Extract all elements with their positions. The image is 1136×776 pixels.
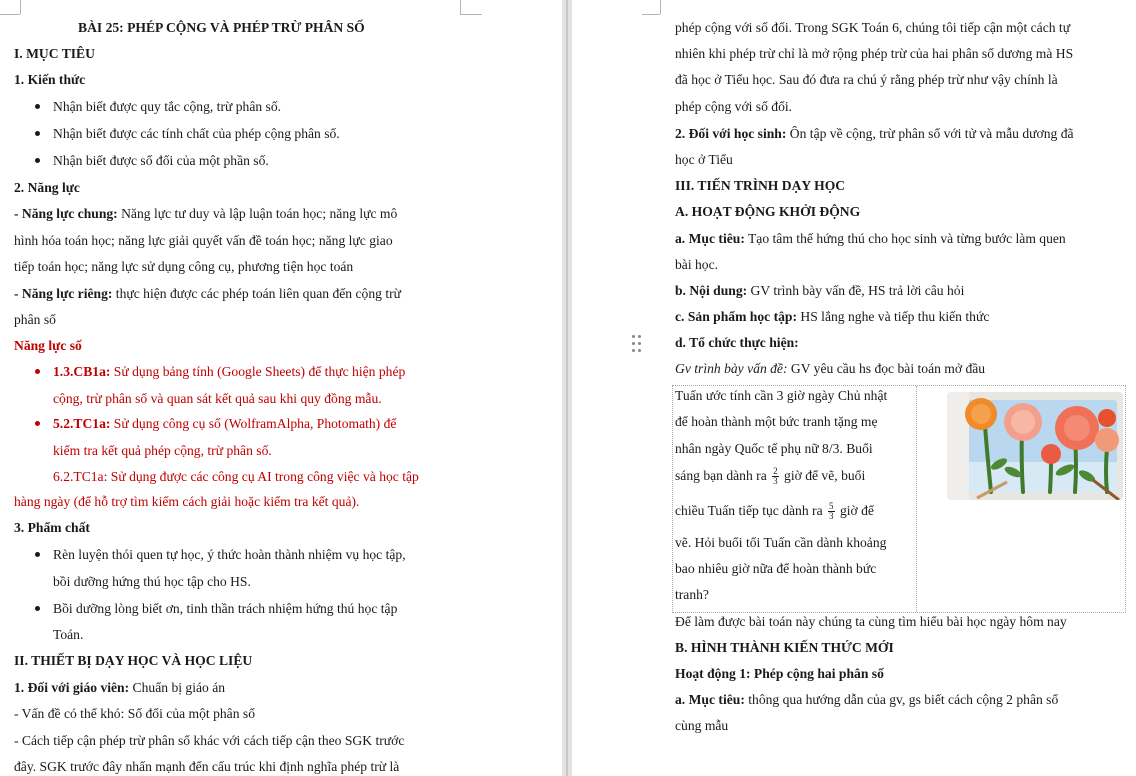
paragraph-hoc-sinh: 2. Đối với học sinh: Ôn tập về cộng, trừ phân số với tử và mẫu dương đã xyxy=(675,126,1074,141)
heading-nang-luc-so: Năng lực số xyxy=(14,338,82,353)
paragraph-muc-tieu: a. Mục tiêu: Tạo tâm thế hứng thú cho học sinh và từng bước làm quen xyxy=(675,231,1066,246)
bullet-icon xyxy=(35,131,40,136)
paragraph-line: đây. SGK trước đây nhấn mạnh đến cấu trúc khi định nghĩa phép trừ là xyxy=(14,759,400,774)
fraction: $\frac{5}{3}$ xyxy=(829,501,834,522)
drag-handle-icon[interactable] xyxy=(632,335,644,355)
heading-pham-chat: 3. Phẩm chất xyxy=(14,520,90,535)
list-item: Rèn luyện thói quen tự học, ý thức hoàn thành nhiệm vụ học tập, xyxy=(53,547,406,562)
paragraph-line: Toán. xyxy=(53,627,84,642)
crop-mark xyxy=(0,14,20,15)
paragraph-nang-luc-rieng: - Năng lực riêng: thực hiện được các phép toán liên quan đến cộng trừ xyxy=(14,286,401,301)
paragraph-line: - Cách tiếp cận phép trừ phân số khác với cách tiếp cận theo SGK trước xyxy=(14,733,405,748)
paragraph-line: phân số xyxy=(14,312,56,327)
list-item: Nhận biết được các tính chất của phép cộng phân số. xyxy=(53,126,340,141)
problem-line: chiều Tuấn tiếp tục dành ra $\frac{5}{3}$ giờ để xyxy=(675,501,874,522)
paragraph-line: 6.2.TC1a: Sử dụng được các công cụ AI trong công việc và học tập xyxy=(53,469,419,484)
paragraph-line: tiếp toán học; năng lực sử dụng công cụ, phương tiện học toán xyxy=(14,259,354,274)
paragraph-line: kiểm tra kết quả phép cộng, trừ phân số. xyxy=(53,443,272,458)
list-item: Bồi dưỡng lòng biết ơn, tinh thần trách nhiệm hứng thú học tập xyxy=(53,601,398,616)
paragraph-line: - Vấn đề có thể khó: Số đối của một phân số xyxy=(14,706,255,721)
problem-line: vẽ. Hỏi buổi tối Tuấn cần dành khoảng xyxy=(675,535,887,550)
bullet-icon xyxy=(35,552,40,557)
paragraph-nang-luc-chung: - Năng lực chung: Năng lực tư duy và lập luận toán học; năng lực mô xyxy=(14,206,398,221)
heading-nang-luc: 2. Năng lực xyxy=(14,180,80,195)
paragraph-line: cộng, trừ phân số và quan sát kết quả sau khi quy đồng mẫu. xyxy=(53,391,382,406)
crop-mark xyxy=(660,0,661,14)
problem-line: nhân ngày Quốc tế phụ nữ 8/3. Buổi xyxy=(675,441,873,456)
paragraph-line: đã học ở Tiểu học. Sau đó đưa ra chú ý rằng phép trừ như vậy chính là xyxy=(675,72,1058,87)
list-item-digital-skill: 5.2.TC1a: Sử dụng công cụ số (WolframAlpha, Photomath) để xyxy=(53,416,397,431)
lesson-title: BÀI 25: PHÉP CỘNG VÀ PHÉP TRỪ PHÂN SỐ xyxy=(78,20,365,35)
heading-to-chuc: d. Tổ chức thực hiện: xyxy=(675,335,799,350)
paragraph-line: cùng mẫu xyxy=(675,718,729,733)
page-gutter xyxy=(562,0,572,776)
list-item-digital-skill: 1.3.CB1a: Sử dụng bảng tính (Google Sheets) để thực hiện phép xyxy=(53,364,406,379)
paragraph-line: phép cộng với số đối. xyxy=(675,99,793,114)
paragraph-line: phép cộng với số đối. Trong SGK Toán 6, chúng tôi tiếp cận một cách tự xyxy=(675,20,1071,35)
table-divider xyxy=(916,386,917,612)
paragraph-line: bồi dưỡng hứng thú học tập cho HS. xyxy=(53,574,251,589)
crop-mark xyxy=(460,14,482,15)
heading-hoat-dong-1: Hoạt động 1: Phép cộng hai phân số xyxy=(675,666,884,681)
crop-mark xyxy=(20,0,21,14)
list-item: Nhận biết được quy tắc cộng, trừ phân số. xyxy=(53,99,282,114)
paragraph-line: bài học. xyxy=(675,257,719,272)
bullet-icon xyxy=(35,369,40,374)
problem-line: Tuấn ước tính cần 3 giờ ngày Chủ nhật xyxy=(675,388,888,403)
paragraph-hd1-muc-tieu: a. Mục tiêu: thông qua hướng dẫn của gv, gs biết cách cộng 2 phân số xyxy=(675,692,1059,707)
paragraph-gv-trinh-bay: Gv trình bày vấn đề: GV yêu cầu hs đọc bài toán mở đầu xyxy=(675,361,986,376)
paragraph-line: học ở Tiểu xyxy=(675,152,733,167)
list-item: Nhận biết được số đối của một phần số. xyxy=(53,153,269,168)
crop-mark xyxy=(460,0,461,14)
heading-muc-tieu: I. MỤC TIÊU xyxy=(14,46,95,61)
problem-line: bao nhiêu giờ nữa để hoàn thành bức xyxy=(675,561,877,576)
fraction: $\frac{2}{3}$ xyxy=(773,466,778,487)
paragraph-line: hình hóa toán học; năng lực giải quyết vấn đề toán học; năng lực giao xyxy=(14,233,393,248)
painting-photo xyxy=(947,392,1123,500)
crop-mark xyxy=(642,14,660,15)
paragraph-line: hàng ngày (để hỗ trợ tìm kiếm cách giải hoặc kiểm tra kết quả). xyxy=(14,494,360,509)
document-page-left xyxy=(0,0,562,776)
paragraph-noi-dung: b. Nội dung: GV trình bày vấn đề, HS trả lời câu hỏi xyxy=(675,283,965,298)
paragraph-san-pham: c. Sản phẩm học tập: HS lắng nghe và tiếp thu kiến thức xyxy=(675,309,990,324)
bullet-icon xyxy=(35,158,40,163)
heading-khoi-dong: A. HOẠT ĐỘNG KHỞI ĐỘNG xyxy=(675,204,861,219)
heading-thiet-bi: II. THIẾT BỊ DẠY HỌC VÀ HỌC LIỆU xyxy=(14,653,253,668)
problem-line: sáng bạn dành ra $\frac{2}{3}$ giờ để vẽ, buổi xyxy=(675,466,866,487)
heading-tien-trinh: III. TIẾN TRÌNH DẠY HỌC xyxy=(675,178,846,193)
paragraph-line: Để làm được bài toán này chúng ta cùng tìm hiểu bài học ngày hôm nay xyxy=(675,614,1067,629)
heading-hinh-thanh: B. HÌNH THÀNH KIẾN THỨC MỚI xyxy=(675,640,894,655)
problem-line: tranh? xyxy=(675,587,709,602)
paragraph-line: nhiên khi phép trừ chỉ là mở rộng phép trừ của hai phân số dương mà HS xyxy=(675,46,1074,61)
bullet-icon xyxy=(35,421,40,426)
bullet-icon xyxy=(35,606,40,611)
bullet-icon xyxy=(35,104,40,109)
heading-kien-thuc: 1. Kiến thức xyxy=(14,72,86,87)
problem-line: để hoàn thành một bức tranh tặng mẹ xyxy=(675,414,878,429)
paragraph-giao-vien: 1. Đối với giáo viên: Chuẩn bị giáo án xyxy=(14,680,226,695)
